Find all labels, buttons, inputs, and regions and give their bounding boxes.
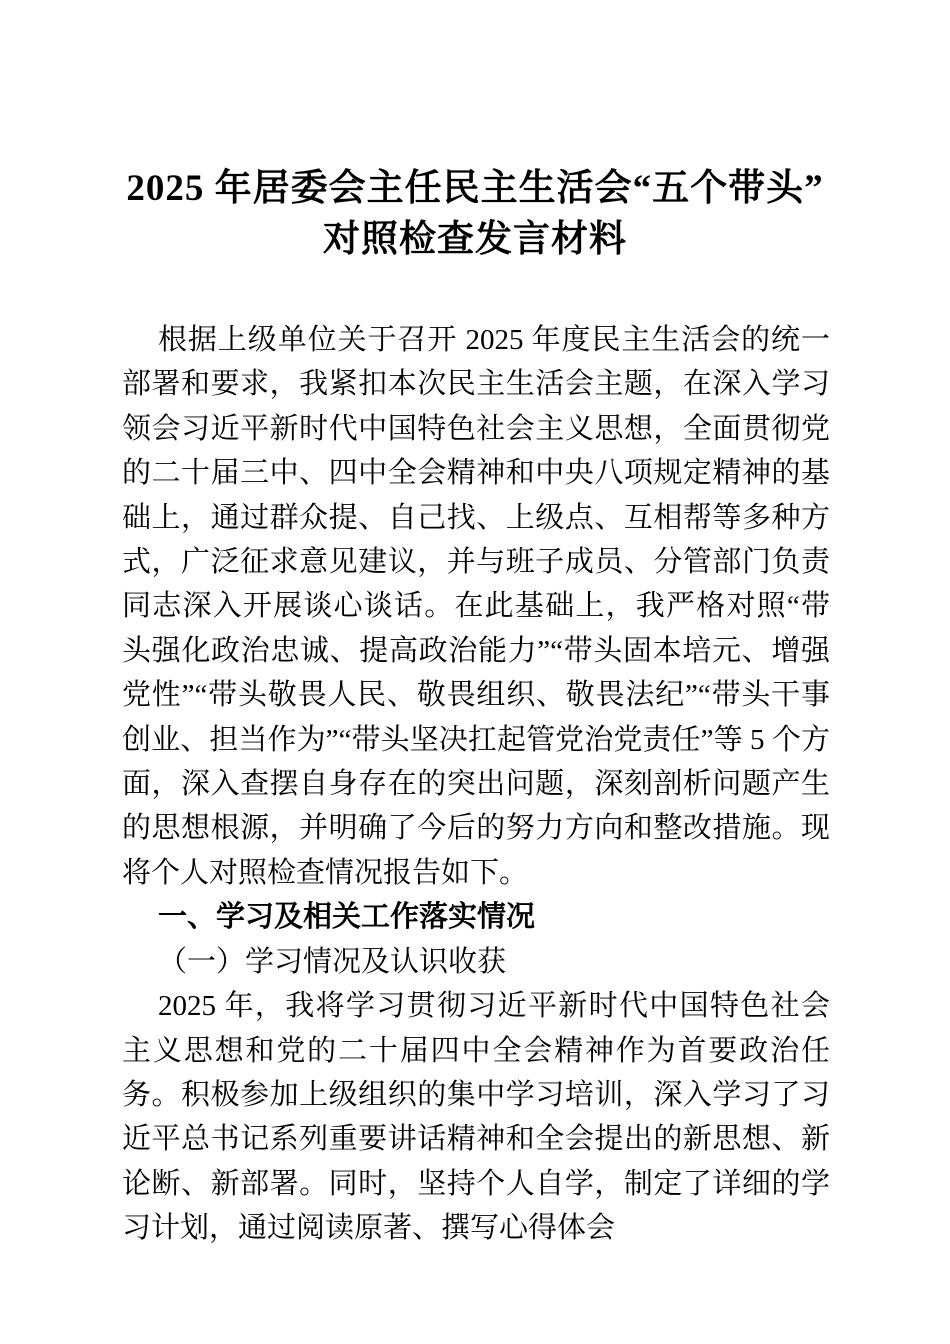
subsection-heading-1-1: （一）学习情况及认识收获	[158, 945, 507, 978]
title-line-2: 对照检查发言材料	[323, 219, 627, 260]
title-line-1: 2025 年居委会主任民主生活会“五个带头”	[126, 168, 824, 209]
section-heading-1: 一、学习及相关工作落实情况	[158, 901, 536, 934]
paragraph-opening: 根据上级单位关于召开 2025 年度民主生活会的统一部署和要求，我紧扣本次民主生活会主题，在深入学习领会习近平新时代中国特色社会主义思想，全面贯彻党的二十届三中、四中全会精神和中央八项规定精神的基础上，通过群众提、自己找、上级点、互相帮等多种方式，广泛征求意见建议，并与班子成员、分管部门负责同志深入开展谈心谈话。在此基础上，我严格对照“带头强化政治忠诚、提高政治能力”“带头固本培元、增强党性”“带头敬畏人民、敬畏组织、敬畏法纪”“带头干事创业、担当作为”“带头坚决扛起管党治党责任”等 5 个方面，深入查摆自身存在的突出问题，深刻剖析问题产生的思想根源，并明确了今后的努力方向和整改措施。现将个人对照检查情况报告如下。	[122, 324, 830, 889]
document-title	[0, 163, 950, 265]
paragraph-study-situation: 2025 年，我将学习贯彻习近平新时代中国特色社会主义思想和党的二十届四中全会精神作为首要政治任务。积极参加上级组织的集中学习培训，深入学习了习近平总书记系列重要讲话精神和全会提出的新思想、新论断、新部署。同时，坚持个人自学，制定了详细的学习计划，通过阅读原著、撰写心得体会	[122, 990, 830, 1245]
document-body	[122, 318, 830, 1251]
